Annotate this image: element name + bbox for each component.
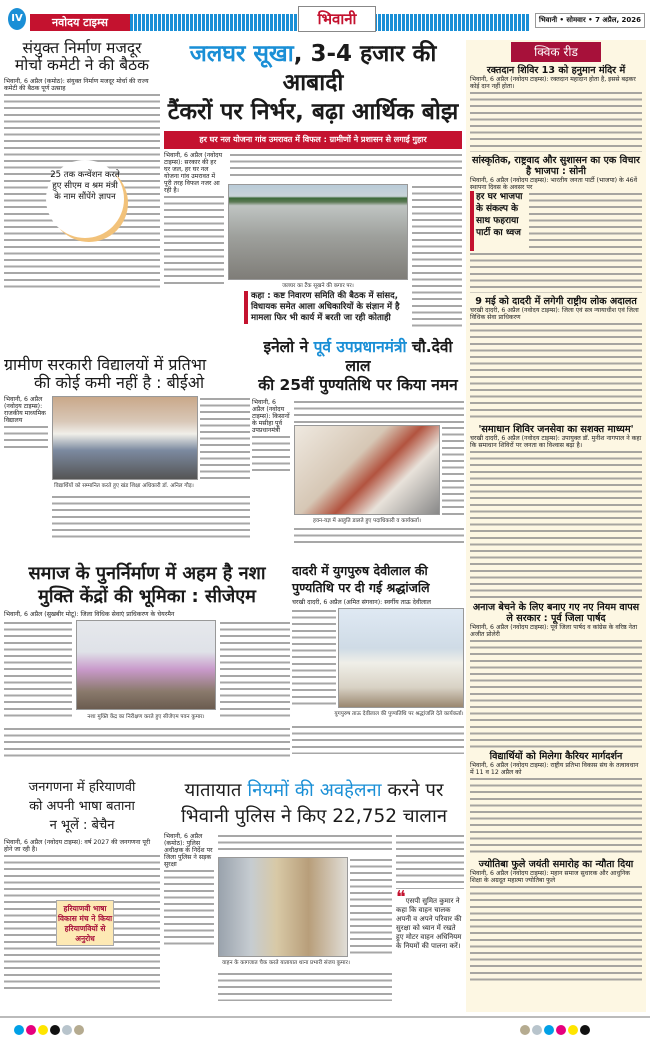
lead-column [252, 399, 290, 474]
quick-read-column [466, 40, 646, 1012]
headline: समाज के पुनर्निर्माण में अहम है नशा मुक्ति केंद्रों की भूमिका : सीजेएम [28, 563, 266, 607]
photo-caption: जलघर का टैंक सूखने की कगार पर। [282, 283, 354, 289]
story-census [4, 778, 160, 1010]
strapline: हर घर नल योजना गांव उमरावत में विफल : ग्रामीणों ने प्रशासन से लगाई गुहार [164, 131, 462, 149]
story-body [252, 399, 464, 549]
story-body [164, 833, 464, 1003]
story-lead: भिवानी, 6 अप्रैल (नवोदय टाइम्स): वर्ष 2027 की जनगणना पूरी होने जा रही है। [4, 839, 151, 853]
photo-caption: विद्यार्थियों को सम्मानित करते हुए खंड शिक्षा अधिकारी डॉ. अनिल गौड़। [54, 482, 194, 489]
lead-column [164, 152, 224, 284]
story-traffic [164, 778, 464, 1012]
body-text [230, 152, 462, 180]
story-lead: भिवानी, 6 अप्रैल (नवोदय टाइम्स): किसानों के मसीहा पूर्व उपप्रधानमंत्री [252, 399, 290, 434]
story-lead: भिवानी, 6 अप्रैल (नवोदय टाइम्स): सरकार की हर घर जल, हर घर नल योजना गांव उमरावत में पूरी तरह विफल नजर आ रही है। [164, 152, 223, 194]
quick-read-item: रक्तदान शिविर 13 को हनुमान मंदिर में भिवानी, 6 अप्रैल (नवोदय टाइम्स): रक्तदान महादान होता है, इससे बढ़कर कोई दान नहीं होता। [470, 65, 642, 152]
story-lead: भिवानी, 6 अप्रैल (नवोदय टाइम्स): राजकीय माध्यमिक विद्यालय [4, 395, 46, 424]
havan-photo [294, 425, 440, 515]
photo-caption: वाहन के कागजात चैक करते यातायात थाना प्रभारी संजय कुमार। [222, 960, 350, 966]
story-school [4, 356, 250, 556]
headline: दादरी में युगपुरुष देवीलाल की पुण्यतिथि पर दी गई श्रद्धांजलि [292, 563, 430, 595]
quick-read-title: क्विक रीड [511, 42, 601, 62]
story-body [4, 396, 250, 546]
quote-mark-icon: ❝ [396, 887, 406, 908]
photo-caption: नशा मुक्ति केंद्र का निरीक्षण करते हुए सीजेएम पवन कुमार। [87, 714, 205, 720]
dry-tank-photo [228, 184, 408, 280]
page-number-badge: IV [8, 8, 26, 30]
page-header [0, 0, 650, 36]
body-text [164, 194, 224, 284]
headline: जलघर सूखा, 3-4 हजार की आबादी टैंकरों पर निर्भर, बढ़ा आर्थिक बोझ [167, 41, 459, 125]
pullquote: 25 तक कन्वेंशन करते हुए सीएम व श्रम मंत्री के नाम सौंपेंगे ज्ञापन [46, 160, 124, 238]
sp-quote: ❝एसपी सुमित कुमार ने कहा कि वाहन चालक अपनी व अपने परिवार की सुरक्षा को ध्यान में रखते हुए मोटर वाहन अधिनियम के नियमों की पालना करें। [396, 887, 462, 950]
masthead-logo: नवोदय टाइम्स [30, 14, 130, 31]
side-headline: हर घर भाजपा के संकल्प के साथ फहराया पार्टी का ध्वज [470, 191, 525, 251]
story-body [4, 620, 290, 760]
headline: जनगणना में हरियाणवी को अपनी भाषा बताना न भूलें : बेचैन [28, 780, 136, 833]
police-checking-photo [218, 857, 348, 957]
story-lead: भिवानी, 6 अप्रैल (कमोठ): पुलिस अधीक्षक के निर्देश पर जिला पुलिस ने सड़क सुरक्षा [164, 833, 213, 868]
tribute-photo [338, 608, 464, 708]
headline: ग्रामीण सरकारी विद्यालयों में प्रतिभा की कोई कमी नहीं है : बीईओ [4, 355, 207, 392]
quick-read-item: विद्यार्थियों को मिलेगा कैरियर मार्गदर्शन भिवानी, 6 अप्रैल (नवोदय टाइम्स): राष्ट्रीय प्रतिभा विकास संघ के तत्वावधान में 11 व 12 अप्रैल को [470, 751, 642, 856]
highlight-box: हरियाणवी भाषा विकास मंच ने किया हरियाणवियों से अनुरोध [56, 900, 114, 946]
students-photo [52, 396, 198, 480]
headline: संयुक्त निर्माण मजदूर मोर्चा कमेटी ने की बैठक [14, 39, 150, 75]
registration-marks [0, 1016, 650, 1032]
photo-caption: हवन-यज्ञ में आहुति डालते हुए पदाधिकारी व कार्यकर्ता। [313, 518, 421, 524]
story-body [164, 152, 462, 330]
story-inelo [252, 338, 464, 560]
headline: यातायात नियमों की अवहेलना करने पर भिवानी पुलिस ने किए 22,752 चालान [180, 780, 448, 827]
story-dadri [292, 562, 464, 776]
story-lead: चरखी दादरी, 6 अप्रैल (अमित संगवान): स्वर्गीय ताऊ देवीलाल [292, 599, 431, 606]
photo-caption: युगपुरुष ताऊ देवीलाल की पुण्यतिथि पर श्रद्धांजलि देते कार्यकर्ता। [334, 711, 464, 717]
story-lead: भिवानी, 6 अप्रैल (कमोठ): संयुक्त निर्माण मजदूर मोर्चा की राज्य कमेटी की बैठक पूर्ण उत्साह [4, 77, 149, 92]
rehab-centre-photo [76, 620, 216, 710]
story-mazdoor [4, 40, 160, 352]
body-text [412, 184, 462, 328]
headline: इनेलो ने पूर्व उपप्रधानमंत्री चौ.देवी लाल की 25वीं पुण्यतिथि पर किया नमन [258, 338, 458, 394]
highlight-quote: कहा : कष्ट निवारण समिति की बैठक में सांसद, विधायक समेत आला अधिकारियों के संज्ञान में है मामला फिर भी कार्य में बरती जा रही कोताही [244, 291, 408, 324]
story-body [292, 608, 464, 758]
story-jalghar [164, 40, 462, 335]
dateline: भिवानी • सोमवार • 7 अप्रैल, 2026 [535, 13, 645, 28]
lead-column [4, 396, 48, 450]
quick-read-item: 'समाधान शिविर जनसेवा का सशक्त माध्यम' चरखी दादरी, 6 अप्रैल (नवोदय टाइम्स): उपायुक्त डॉ. मुनीश नागपाल ने कहा कि समाधान शिविरों पर जनता का विश्वास बढ़ा है। [470, 424, 642, 599]
section-title: भिवानी [298, 6, 376, 32]
quick-read-item: सांस्कृतिक, राष्ट्रवाद और सुशासन का एक विचार है भाजपा : सोनी भिवानी, 6 अप्रैल (नवोदय टाइम्स): भारतीय जनता पार्टी (भाजपा) के 46वें स्थापना दिवस के अवसर पर हर घर भाजपा के संकल्प के साथ फहराया पार्टी का ध्वज [470, 155, 642, 293]
quick-read-item: अनाज बेचने के लिए बनाए गए नए नियम वापस ले सरकार : पूर्व जिला पार्षद भिवानी, 6 अप्रैल (नवोदय टाइम्स): पूर्व जिला पार्षद व कांग्रेस के वरिष्ठ नेता अजीत प्रोलेरी [470, 602, 642, 748]
story-nasha [4, 562, 290, 776]
quick-read-item: ज्योतिबा फुले जयंती समारोह का न्यौता दिया भिवानी, 6 अप्रैल (नवोदय टाइम्स): महान समाज सुधारक और आधुनिक शिक्षा के अग्रदूत महात्मा ज्योतिबा फुले [470, 859, 642, 984]
quick-read-item: 9 मई को दादरी में लगेगी राष्ट्रीय लोक अदालत चरखी दादरी, 6 अप्रैल (नवोदय टाइम्स): जिला एवं सत्र न्यायाधीश एवं जिला विधिक सेवा प्राधिकरण [470, 296, 642, 421]
lead-column [164, 833, 214, 948]
story-lead: भिवानी, 6 अप्रैल (सुखबीर मोटू): जिला विधिक सेवाएं प्राधिकरण के चेयरमैन [4, 611, 175, 618]
